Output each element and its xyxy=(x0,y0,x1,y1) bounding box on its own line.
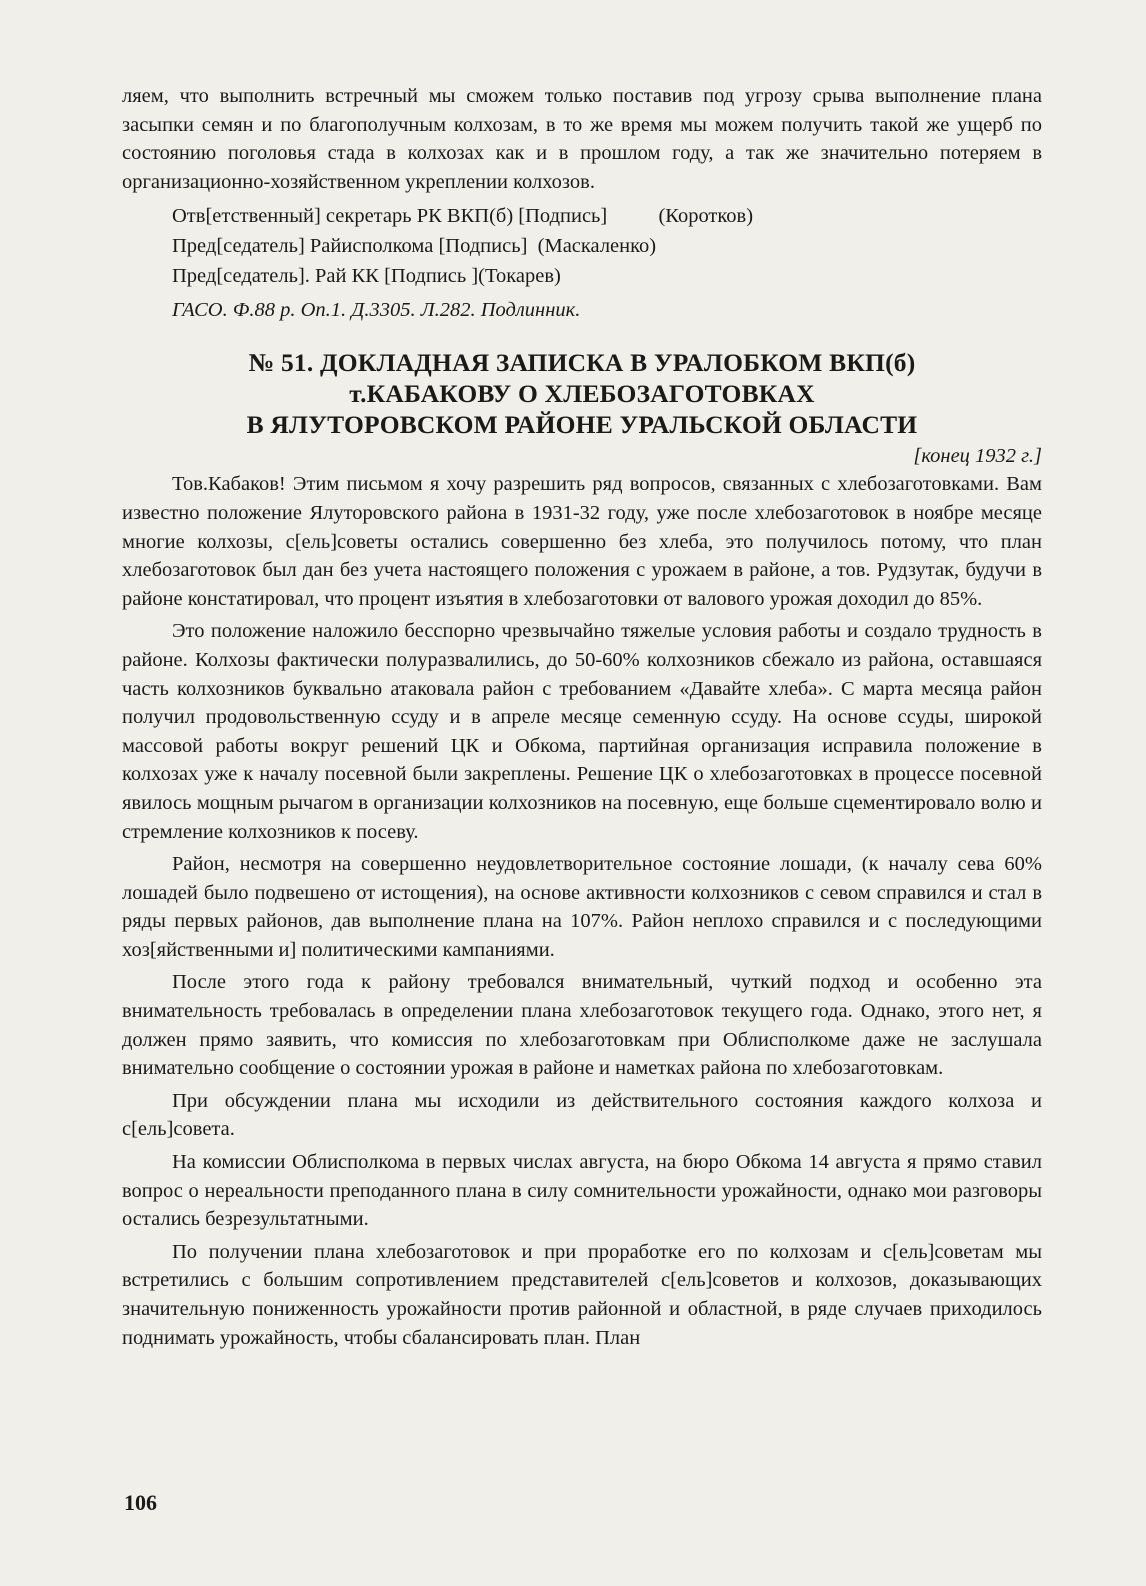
body-paragraph: Район, несмотря на совершенно неудовлетворительное состояние лошади, (к началу сева 60% лошадей было подвешено от истощения), на основе активности колхозников с севом справился и стал в ряды первых районов, дав выполнение плана на 107%. Район неплохо справился и с последующими хоз[яйственными и] политическими кампаниями. xyxy=(122,853,1042,961)
title-line: В ЯЛУТОРОВСКОМ РАЙОНЕ УРАЛЬСКОЙ ОБЛАСТИ xyxy=(246,410,918,440)
title-line: № 51. ДОКЛАДНАЯ ЗАПИСКА В УРАЛОБКОМ ВКП(б) xyxy=(248,348,916,378)
body-paragraph: По получении плана хлебозаготовок и при проработке его по колхозам и с[ель]советам мы встретились с большим сопротивлением представителей с[ель]советов и колхозов, доказывающих значительную пониженность урожайности против районной и областной, в ряде случаев приходилось поднимать урожайность, чтобы сбалансировать план. План xyxy=(122,1240,1042,1349)
document-title xyxy=(122,347,1042,440)
signature-line: Пред[седатель] Райисполкома [Подпись] (Маскаленко) xyxy=(172,235,657,258)
title-line: т.КАБАКОВУ О ХЛЕБОЗАГОТОВКАХ xyxy=(349,379,815,409)
body-paragraph: При обсуждении плана мы исходили из действительного состояния каждого колхоза и с[ель]совета. xyxy=(122,1089,1042,1141)
body-paragraph: Это положение наложило бесспорно чрезвычайно тяжелые условия работы и создало трудность в районе. Колхозы фактически полуразвалились, до 50-60% колхозников сбежало из района, оставшаяся часть колхозников буквально атаковала район с требованием «Давайте хлеба». С марта месяца район получил продовольственную ссуду и в апреле месяце семенную ссуду. На основе ссуды, широкой массовой работы вокруг решений ЦК и Обкома, партийная организация исправила положение в колхозах уже к началу посевной были закреплены. Решение ЦК о хлебозаготовках в процессе посевной явилось мощным рычагом в организации колхозников на посевную, еще больше сцементировало волю и стремление колхозников к посеву. xyxy=(122,620,1042,843)
body-paragraph: После этого года к району требовался внимательный, чуткий подход и особенно эта внимательность требовалась в определении плана хлебозаготовок текущего года. Однако, этого нет, я должен прямо заявить, что комиссия по хлебозаготовкам при Облисполкоме даже не заслушала внимательно сообщение о состоянии урожая в районе и наметках района по хлебозаготовкам. xyxy=(122,971,1042,1080)
page-number: 106 xyxy=(124,1490,157,1515)
signature-line: Пред[седатель]. Рай КК [Подпись ](Токарев) xyxy=(172,265,561,288)
archive-source: ГАСО. Ф.88 р. Оп.1. Д.3305. Л.282. Подлинник. xyxy=(172,299,581,322)
document-page xyxy=(122,82,1042,1352)
body-paragraph: На комиссии Облисполкома в первых числах августа, на бюро Обкома 14 августа я прямо ставил вопрос о нереальности преподанного плана в силу сомнительности урожайности, однако мои разговоры остались безрезультатными. xyxy=(122,1151,1042,1231)
continuation-paragraph: ляем, что выполнить встречный мы сможем только поставив под угрозу срыва выполнение плана засыпки семян и по благополучным колхозам, в то же время мы можем получить такой же ущерб по состоянию поголовья стада в колхозах как и в прошлом году, а так же значительно потеряем в организационно-хозяйственном укреплении колхозов. xyxy=(122,85,1042,193)
signature-line: Отв[етственный] секретарь РК ВКП(б) [Подпись] (Коротков) xyxy=(172,205,754,228)
body-paragraph: Тов.Кабаков! Этим письмом я хочу разрешить ряд вопросов, связанных с хлебозаготовками. Вам известно положение Ялуторовского района в 1931-32 году, уже после хлебозаготовок в ноябре месяце многие колхозы, с[ель]советы остались совершенно без хлеба, это получилось потому, что план хлебозаготовок был дан без учета настоящего положения с урожаем в районе, а тов. Рудзутак, будучи в районе констатировал, что процент изъятия в хлебозаготовки от валового урожая доходил до 85%. xyxy=(122,473,1042,610)
document-date: [конец 1932 г.] xyxy=(913,445,1042,468)
